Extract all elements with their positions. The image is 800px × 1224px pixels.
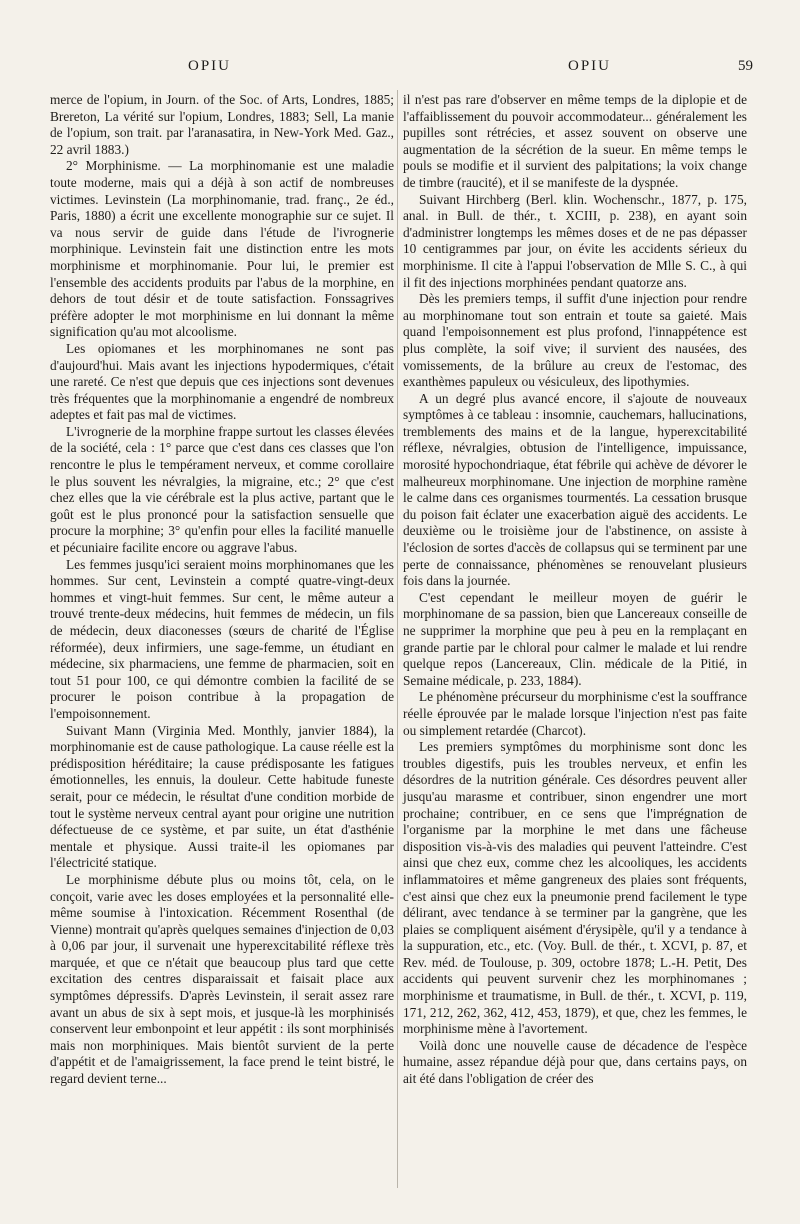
paragraph: Le phénomène précurseur du morphinisme c'est la souffrance réelle éprouvée par le malade lorsque l'injection n'est pas faite ou simplement retardée (Charcot). — [403, 689, 747, 738]
right-column — [403, 92, 747, 1088]
paragraph: 2° Morphinisme. — La morphinomanie est une maladie toute moderne, mais qui a déjà à son actif de nombreuses victimes. Levinstein (La morphinomanie, trad. franç., 2e éd., Paris, 1880) a écrit une excellente monographie sur ce sujet. Il va nous servir de guide dans l'étude de l'ivrognerie morphinique. Levinstein fait une distinction entre les mots morphinisme et morphinomanie. Pour lui, le premier est l'ensemble des accidents produits par l'abus de la morphine, en dehors de tout désir et de toute satisfaction. Fonssagrives préfère adopter le mot morphinisme en lui donnant la même signification qu'au mot alcoolisme. — [50, 158, 394, 340]
page-number: 59 — [738, 58, 753, 74]
column-divider — [397, 90, 398, 1188]
paragraph: L'ivrognerie de la morphine frappe surtout les classes élevées de la société, cela : 1° parce que c'est dans ces classes que l'on rencontre le plus le tempérament nerveux, et comme corollaire le plus souvent les névralgies, la migraine, etc.; 2° que c'est chez elles que la vie cérébrale est la plus active, partant que le goût est le plus prononcé pour la satisfaction sensuelle que procure la morphine; 3° qu'enfin pour elles la facilité manuelle et pécuniaire facilite encore ou aggrave l'abus. — [50, 423, 394, 556]
left-column — [50, 92, 394, 1088]
paragraph: Suivant Mann (Virginia Med. Monthly, janvier 1884), la morphinomanie est de cause pathologique. La cause réelle est la prédisposition héréditaire; la cause prédisposante les fatigues émotionnelles, les ennuis, la douleur. Cette habitude funeste serait, pour ce médecin, le résultat d'une condition morbide de tout le système nerveux central ayant pour origine une nutrition défectueuse de ce système, et par suite, un état d'asthénie mentale et physique. Aussi traite-il les opiomanes par l'électricité statique. — [50, 722, 394, 871]
paragraph: merce de l'opium, in Journ. of the Soc. of Arts, Londres, 1885; Brereton, La vérité sur l'opium, Londres, 1883; Sell, La manie de l'opium, son trait. par l'aranasatira, in New-York Med. Gaz., 22 avril 1883.) — [50, 92, 394, 157]
running-head-right: OPIU — [568, 58, 612, 74]
paragraph: Le morphinisme débute plus ou moins tôt, cela, on le conçoit, varie avec les doses employées et la personnalité elle-même soumise à l'intoxication. Récemment Rosenthal (de Vienne) montrait qu'après quelques semaines d'injection de 0,03 à 0,06 par jour, il survenait une hyperexcitabilité réflexe très marquée, et que ce n'était que beaucoup plus tard que cette excitation des centres disparaissait et faisait place aux symptômes dépressifs. D'après Levinstein, il serait assez rare avant un abus de six à sept mois, et jusque-là les morphinisés conservent leur embonpoint et leur appétit : ils sont morphinisés mais non morphiniques. Mais bientôt survient de la perte d'appétit et de l'amaigrissement, la face prend le teint bistré, le regard devient terne... — [50, 871, 394, 1087]
paragraph: Suivant Hirchberg (Berl. klin. Wochenschr., 1877, p. 175, anal. in Bull. de thér., t. XCIII, p. 238), en ayant soin d'administrer longtemps les mêmes doses et de ne pas dépasser 10 centigrammes par jour, on évite les accidents sérieux du morphinisme. Il cite à l'appui l'observation de Mlle S. C., à qui il fit des injections morphinées pendant quatorze ans. — [403, 191, 747, 290]
paragraph: A un degré plus avancé encore, il s'ajoute de nouveaux symptômes à ce tableau : insomnie, cauchemars, hallucinations, tremblements des mains et de la langue, hyperexcitabilité réflexe, névralgies, obtusion de l'intelligence, impuissance, morosité hypochondriaque, état fébrile qui achève de dévorer le malheureux morphinomane. Une injection de morphine ramène le calme dans ces organismes tourmentés. La cessation brusque du poison fait éclater une exacerbation aiguë des accidents. Le deuxième ou le troisième jour de l'abstinence, on assiste à l'éclosion de sortes d'accès de collapsus qui se terminent par une perte de connaissance, phénomènes se renouvelant plusieurs fois dans la journée. — [403, 390, 747, 589]
running-head-left: OPIU — [188, 58, 232, 74]
paragraph: Les opiomanes et les morphinomanes ne sont pas d'aujourd'hui. Mais avant les injections hypodermiques, c'était une rareté. Ce n'est que depuis que ces injections sont devenues très fréquentes que la morphinomanie a engendré de nombreux adeptes et fait pas mal de victimes. — [50, 340, 394, 423]
paragraph: Voilà donc une nouvelle cause de décadence de l'espèce humaine, assez répandue déjà pour que, dans certains pays, on ait été dans l'obligation de créer des — [403, 1037, 747, 1087]
paragraph: Les femmes jusqu'ici seraient moins morphinomanes que les hommes. Sur cent, Levinstein a compté quatre-vingt-deux hommes et vingt-huit femmes. Sur cent, le même auteur a trouvé trente-deux médecins, huit femmes de médecin, un fils de médecin, deux diaconesses (sœurs de charité de l'Église réformée), deux infirmiers, une sage-femme, un étudiant en médecine, six pharmaciens, une femme de pharmacien, soit en tout 51 pour 100, ce qui démontre combien la facilité de se procurer le poison contribue à la propagation de l'empoisonnement. — [50, 556, 394, 721]
paragraph: il n'est pas rare d'observer en même temps de la diplopie et de l'affaiblissement du pouvoir accommodateur... généralement les pupilles sont rétrécies, et assez souvent on observe une augmentation de la sécrétion de la sueur. En même temps le pouls se modifie et il survient des palpitations; la voix change de timbre (raucité), et il se manifeste de la dyspnée. — [403, 92, 747, 190]
paragraph: Les premiers symptômes du morphinisme sont donc les troubles digestifs, puis les troubles nerveux, et enfin les désordres de la nutrition générale. Ces désordres peuvent aller jusqu'au marasme et contribuer, sinon engendrer une mort prochaine; contribuer, en ce sens que l'imprégnation de l'organisme par la morphine le met dans une fâcheuse disposition vis-à-vis des maladies qui peuvent l'atteindre. C'est ainsi que chez eux, comme chez les alcooliques, les accidents inflammatoires et même gangreneux des plaies sont fréquents, c'est ainsi que chez eux la pneumonie prend facilement le type délirant, avec tendance à se terminer par la gangrène, que les plaies se compliquent aisément d'érysipèle, qu'il y a tendance à la suppuration, etc., etc. (Voy. Bull. de thér., t. XCVI, p. 87, et Rev. méd. de Toulouse, p. 309, octobre 1878; L.-H. Petit, Des accidents qui peuvent survenir chez les morphinomanes ; morphinisme et traumatisme, in Bull. de thér., t. XCVI, p. 119, 171, 212, 262, 362, 412, 453, 1879), et que, chez les femmes, le morphinisme mène à l'avortement. — [403, 739, 747, 1037]
paragraph: C'est cependant le meilleur moyen de guérir le morphinomane de sa passion, bien que Lancereaux conseille de ne supprimer la morphine que peu à peu en la remplaçant en grande partie par le chloral pour calmer le malade et lui rendre quelque repos (Lancereaux, Clin. médicale de la Pitié, in Semaine médicale, p. 233, 1884). — [403, 589, 747, 688]
paragraph: Dès les premiers temps, il suffit d'une injection pour rendre au morphinomane tout son entrain et toute sa gaieté. Mais quand l'empoisonnement est plus profond, l'innappétence est plus complète, la soif vive; il survient des nausées, des vomissements, de la brûlure au creux de l'estomac, des exanthèmes papuleux ou vésiculeux, des lipothymies. — [403, 291, 747, 390]
